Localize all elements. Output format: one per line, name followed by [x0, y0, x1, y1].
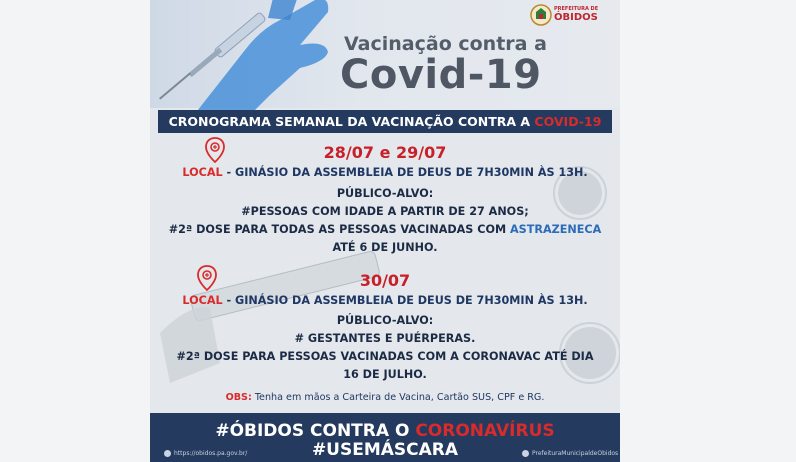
local-text: - GINÁSIO DA ASSEMBLEIA DE DEUS DE 7H30MIN ÀS 13H. [222, 294, 588, 307]
globe-icon [164, 450, 171, 457]
logo-line-2: ÓBIDOS [554, 12, 598, 23]
line-2-highlight: ASTRAZENECA [510, 223, 602, 236]
schedule-date: 28/07 e 29/07 [323, 143, 447, 162]
publico-label: PÚBLICO-ALVO: [336, 187, 434, 200]
local-label: LOCAL [182, 294, 223, 307]
hero-header [150, 0, 620, 108]
facebook-icon [522, 450, 529, 457]
local-text: - GINÁSIO DA ASSEMBLEIA DE DEUS DE 7H30MIN ÀS 13H. [222, 166, 588, 179]
title-line-1: Vacinação contra a [344, 33, 547, 55]
schedule-local [150, 292, 620, 310]
website-text: https://obidos.pa.gov.br/ [174, 450, 248, 457]
tag1-highlight: CORONAVÍRUS [415, 421, 555, 441]
schedule-section-1 [150, 143, 620, 257]
schedule-line-1: # GESTANTES E PUÉRPERAS. [294, 332, 476, 345]
schedule-date: 30/07 [359, 271, 411, 290]
schedule-line-3: ATÉ 6 DE JUNHO. [332, 241, 438, 254]
banner-highlight: COVID-19 [534, 114, 602, 129]
logo-text [554, 6, 598, 23]
obs-label: OBS: [225, 392, 252, 403]
gloved-hand-syringe-icon [150, 0, 350, 120]
vaccination-poster [150, 0, 620, 462]
schedule-line-1: #PESSOAS COM IDADE A PARTIR DE 27 ANOS; [241, 205, 529, 218]
schedule-section-2 [150, 271, 620, 384]
schedule-line-3: 16 DE JULHO. [343, 368, 427, 381]
obs-text: Tenha em mãos a Carteira de Vacina, Cartão SUS, CPF e RG. [251, 392, 545, 403]
schedule-local [150, 164, 620, 182]
logo-line-1: PREFEITURA DE [554, 6, 599, 12]
footer-social[interactable] [522, 450, 618, 457]
title-line-2: Covid-19 [340, 52, 542, 98]
schedule-line-2: #2ª DOSE PARA PESSOAS VACINADAS COM A CORONAVAC ATÉ DIA [176, 350, 594, 363]
footer-website[interactable] [164, 450, 247, 457]
social-text: PrefeituraMunicipaldeObidos [532, 450, 619, 457]
banner-text: CRONOGRAMA SEMANAL DA VACINAÇÃO CONTRA A [168, 114, 535, 129]
obs-note [150, 392, 620, 403]
tag1-text: #ÓBIDOS CONTRA O [215, 421, 416, 441]
schedule-banner [158, 110, 612, 133]
hashtag-line-2: #USEMÁSCARA [311, 440, 459, 460]
hashtag-line-1 [150, 421, 620, 441]
local-label: LOCAL [182, 166, 223, 179]
schedule-line-2 [150, 221, 620, 239]
publico-label: PÚBLICO-ALVO: [336, 314, 434, 327]
line-2-text: #2ª DOSE PARA TODAS AS PESSOAS VACINADAS COM [168, 223, 511, 236]
